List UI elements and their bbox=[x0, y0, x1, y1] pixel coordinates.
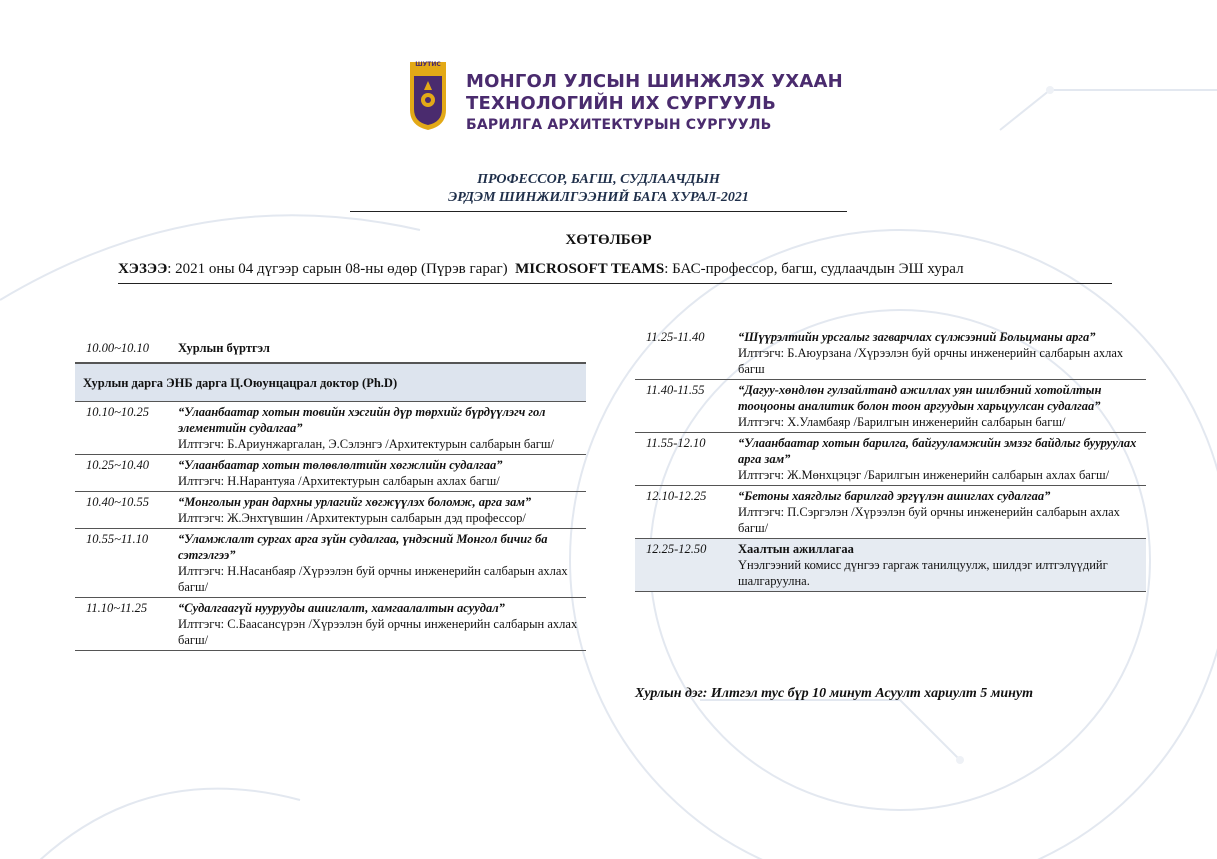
schedule-time: 11.55-12.10 bbox=[646, 436, 706, 450]
schedule-time: 12.10-12.25 bbox=[646, 489, 707, 503]
talk-title: “Улаанбаатар хотын барилга, байгууламжийн эмзэг байдлыг бууруулах арга зам” bbox=[738, 436, 1137, 466]
meeting-platform-text: : БАС-профессор, багш, судлаачдын ЭШ хурал bbox=[664, 261, 964, 277]
schedule-time: 12.25-12.50 bbox=[646, 542, 707, 556]
schedule-item bbox=[178, 455, 586, 491]
talk-speaker: Илтгэгч: Ж.Мөнхцэцэг /Барилгын инженерийн салбарын ахлах багш/ bbox=[738, 468, 1110, 482]
schedule-row bbox=[75, 455, 586, 492]
schedule-item bbox=[738, 486, 1146, 538]
schedule-time: 11.25-11.40 bbox=[646, 330, 705, 344]
schedule-item bbox=[738, 433, 1146, 485]
closing-title: Хаалтын ажиллагаа bbox=[738, 542, 854, 556]
talk-title: “Судалгаагүй нуурууды ашиглалт, хамгаалалтын асуудал” bbox=[178, 601, 505, 615]
university-logo-icon bbox=[408, 60, 448, 132]
schedule-item bbox=[178, 529, 586, 597]
talk-title: “Уламжлалт сургах арга зүйн судалгаа, үндэсний Монгол бичиг ба сэтгэлгээ” bbox=[178, 532, 548, 562]
schedule-row bbox=[75, 492, 586, 529]
schedule-left bbox=[75, 333, 586, 651]
schedule-item bbox=[738, 380, 1146, 432]
closing-row bbox=[635, 539, 1146, 592]
schedule-time: 10.00~10.10 bbox=[86, 341, 150, 355]
meeting-info bbox=[118, 261, 964, 278]
university-name-line1: МОНГОЛ УЛСЫН ШИНЖЛЭХ УХААН bbox=[466, 71, 843, 92]
talk-title: “Дагуу-хөндлөн гулзайлтанд ажиллах уян шилбэний хотойлтын тооцооны аналитик болон тоон аргуудын харьцуулсан судалгаа” bbox=[738, 383, 1102, 413]
conference-divider bbox=[350, 211, 847, 212]
talk-title: “Бетоны хаягдлыг барилгад эргүүлэн ашиглах судалгаа” bbox=[738, 489, 1051, 503]
schedule-row bbox=[75, 402, 586, 455]
registration-row bbox=[75, 333, 586, 363]
schedule-row bbox=[635, 433, 1146, 486]
conference-title-line2: ЭРДЭМ ШИНЖИЛГЭЭНИЙ БАГА ХУРАЛ-2021 bbox=[448, 190, 749, 205]
schedule-item bbox=[178, 402, 586, 454]
meeting-date-text: : 2021 оны 04 дүгээр сарын 08-ны өдөр (Пүрэв гараг) bbox=[167, 261, 508, 277]
schedule-item bbox=[738, 327, 1146, 379]
university-name bbox=[466, 71, 843, 135]
schedule-row bbox=[635, 380, 1146, 433]
talk-title: “Шүүрэлтийн урсгалыг загварчлах сүлжээний Больцманы арга” bbox=[738, 330, 1096, 344]
meeting-date-label: ХЭЗЭЭ bbox=[118, 261, 168, 277]
logo-text: ШУТИС bbox=[415, 61, 441, 68]
closing-item bbox=[738, 539, 1146, 591]
schedule-right bbox=[635, 327, 1146, 592]
school-name: БАРИЛГА АРХИТЕКТУРЫН СУРГУУЛЬ bbox=[466, 117, 772, 133]
talk-speaker: Илтгэгч: Х.Уламбаяр /Барилгын инженерийн салбарын багш/ bbox=[738, 415, 1066, 429]
conference-title bbox=[350, 171, 847, 207]
schedule-row bbox=[635, 486, 1146, 539]
university-name-line2: ТЕХНОЛОГИЙН ИХ СУРГУУЛЬ bbox=[466, 93, 776, 114]
program-title: ХӨТӨЛБӨР bbox=[565, 232, 652, 248]
meeting-platform-label: MICROSOFT TEAMS bbox=[515, 261, 665, 277]
talk-speaker: Илтгэгч: Ж.Энхтүвшин /Архитектурын салбарын дэд профессор/ bbox=[178, 511, 526, 525]
schedule-item bbox=[178, 492, 586, 528]
schedule-time: 11.40-11.55 bbox=[646, 383, 705, 397]
schedule-row bbox=[635, 327, 1146, 380]
schedule-item bbox=[178, 598, 586, 650]
schedule-time: 10.55~11.10 bbox=[86, 532, 149, 546]
talk-speaker: Илтгэгч: П.Сэргэлэн /Хүрээлэн буй орчны инженерийн салбарын ахлах багш/ bbox=[738, 505, 1120, 535]
schedule-row bbox=[75, 598, 586, 651]
closing-text: Үнэлгээний комисс дүнгээ гаргаж танилцуулж, шилдэг илтгэлүүдийг шалгаруулна. bbox=[738, 558, 1108, 588]
talk-speaker: Илтгэгч: С.Баасансүрэн /Хүрээлэн буй орчны инженерийн салбарын ахлах багш/ bbox=[178, 617, 578, 647]
talk-speaker: Илтгэгч: Н.Нарантуяа /Архитектурын салбарын ахлах багш/ bbox=[178, 474, 500, 488]
schedule-time: 10.10~10.25 bbox=[86, 405, 150, 419]
talk-title: “Улаанбаатар хотын товийн хэсгийн дүр төрхийг бүрдүүлэгч гол элементийн судалгаа” bbox=[178, 405, 546, 435]
meeting-rules-note: Хурлын дэг: Илтгэл тус бүр 10 минут Асуулт хариулт 5 минут bbox=[635, 686, 1034, 701]
session-chair: Хурлын дарга ЭНБ дарга Ц.Оюунцацрал доктор (Ph.D) bbox=[75, 363, 586, 402]
talk-title: “Монголын уран дархны урлагийг хөгжүүлэх боломж, арга зам” bbox=[178, 495, 532, 509]
schedule-time: 10.40~10.55 bbox=[86, 495, 150, 509]
schedule-time: 10.25~10.40 bbox=[86, 458, 150, 472]
schedule-row bbox=[75, 529, 586, 598]
talk-title: “Улаанбаатар хотын төлөвлөлтийн хөгжлийн судалгаа” bbox=[178, 458, 503, 472]
talk-speaker: Илтгэгч: Б.Аюурзана /Хүрээлэн буй орчны инженерийн салбарын ахлах багш bbox=[738, 346, 1124, 376]
talk-speaker: Илтгэгч: Н.Насанбаяр /Хүрээлэн буй орчны инженерийн салбарын ахлах багш/ bbox=[178, 564, 568, 594]
meeting-divider bbox=[118, 283, 1112, 284]
conference-title-line1: ПРОФЕССОР, БАГШ, СУДЛААЧДЫН bbox=[477, 172, 720, 187]
schedule-time: 11.10~11.25 bbox=[86, 601, 148, 615]
talk-speaker: Илтгэгч: Б.Ариунжаргалан, Э.Сэлэнгэ /Архитектурын салбарын багш/ bbox=[178, 437, 555, 451]
registration-title: Хурлын бүртгэл bbox=[178, 341, 270, 355]
